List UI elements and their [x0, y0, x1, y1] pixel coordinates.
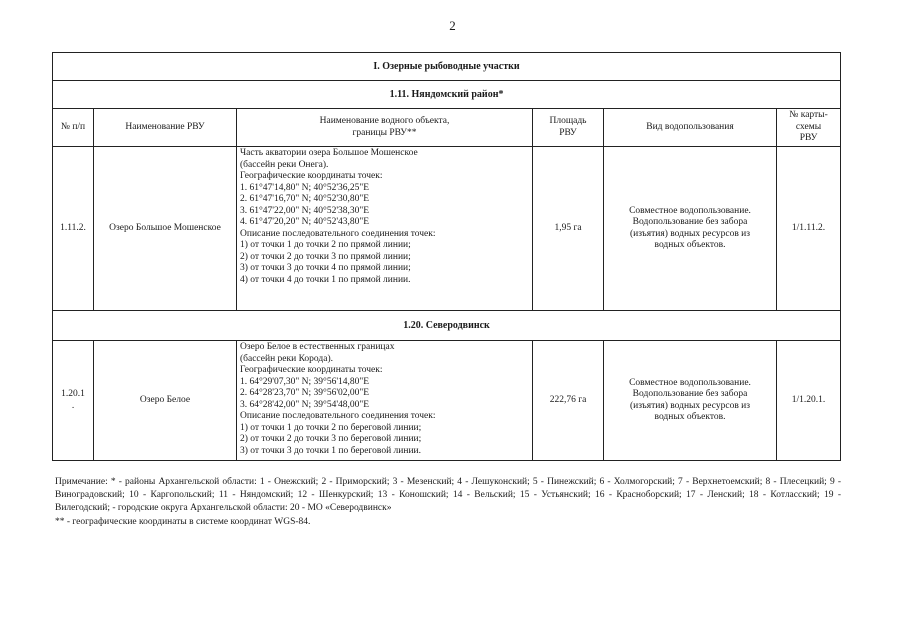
page-number: 2 — [449, 18, 456, 33]
row-description: Озеро Белое в естественных границах (бассейн реки Корода). Географические координаты точек: 1. 64°29'07,30" N; 39°56'14,80"E 2. 64°28'23,70" N; 39°56'02,00"E 3. 64°28'42,00" N; 39°54'48,00"E Описание последовательного соединения точек: 1) от точки 1 до точки 2 по береговой линии; 2) от точки 2 до точки 3 по береговой линии; 3) от точки 3 до точки 1 по береговой линии. — [237, 341, 533, 461]
row-name: Озеро Большое Мошенское — [94, 147, 237, 311]
section-title-lakes: I. Озерные рыбоводные участки — [53, 53, 841, 81]
row-map: 1/1.20.1. — [777, 341, 841, 461]
header-usage: Вид водопользования — [604, 109, 777, 147]
header-water-object: Наименование водного объекта, границы РВУ** — [237, 109, 533, 147]
row-area: 1,95 га — [533, 147, 604, 311]
row-area: 222,76 га — [533, 341, 604, 461]
row-usage: Совместное водопользование. Водопользование без забора (изъятия) водных ресурсов из водных объектов. — [604, 341, 777, 461]
header-num: № п/п — [53, 109, 94, 147]
footnote-coordinates: ** - географические координаты в системе координат WGS-84. — [55, 516, 311, 527]
row-num: 1.11.2. — [53, 147, 94, 311]
header-area: Площадь РВУ — [533, 109, 604, 147]
table-row — [53, 341, 841, 461]
row-name: Озеро Белое — [94, 341, 237, 461]
row-num: 1.20.1 . — [53, 341, 94, 461]
header-row — [53, 109, 841, 147]
header-map: № карты- схемы РВУ — [777, 109, 841, 147]
fish-farming-table — [52, 52, 841, 461]
row-usage: Совместное водопользование. Водопользование без забора (изъятия) водных ресурсов из водных объектов. — [604, 147, 777, 311]
row-map: 1/1.11.2. — [777, 147, 841, 311]
district-title-severodvinsk: 1.20. Северодвинск — [53, 311, 841, 341]
table-row — [53, 147, 841, 311]
footnote-districts: Примечание: * - районы Архангельской области: 1 - Онежский; 2 - Приморский; 3 - Мезенский; 4 - Лешуконский; 5 - Пинежский; 6 - Холмогорский; 7 - Верхнетоемский; 8 - Плесецкий; 9 - Виноградовский; 10 - Каргопольский; 11 - Няндомский; 12 - Шенкурский; 13 - Коношский; 14 - Вельский; 15 - Устьянский; 16 - Красноборский; 17 - Ленский; 18 - Котласский; 19 - Вилегодский; - городские округа Архангельской области: 20 - МО «Северодвинск» — [55, 477, 841, 514]
footnotes — [55, 476, 841, 529]
row-description: Часть акватории озера Большое Мошенское (бассейн реки Онега). Географические координаты точек: 1. 61°47'14,80" N; 40°52'36,25"E 2. 61°47'16,70" N; 40°52'30,80"E 3. 61°47'22,00" N; 40°52'38,30"E 4. 61°47'20,20" N; 40°52'43,80"E Описание последовательного соединения точек: 1) от точки 1 до точки 2 по прямой линии; 2) от точки 2 до точки 3 по прямой линии; 3) от точки 3 до точки 4 по прямой линии; 4) от точки 4 до точки 1 по прямой линии. — [237, 147, 533, 311]
district-title-nyandoma: 1.11. Няндомский район* — [53, 81, 841, 109]
header-name: Наименование РВУ — [94, 109, 237, 147]
